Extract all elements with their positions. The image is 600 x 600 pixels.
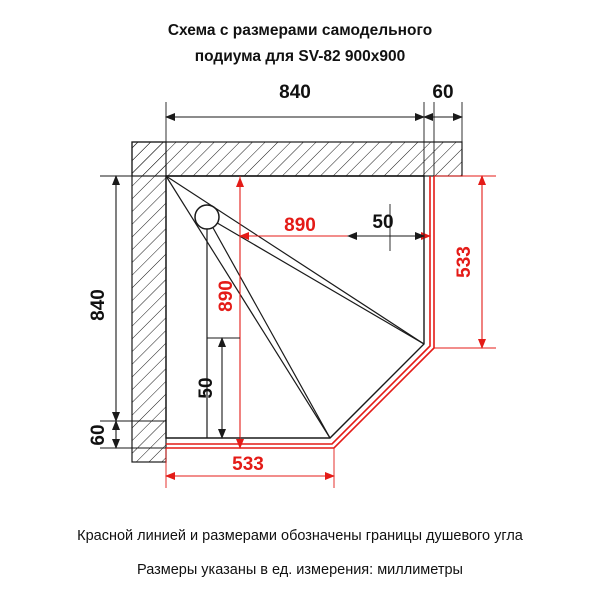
footer-note-2: Размеры указаны в ед. измерения: миллиметры <box>137 562 463 578</box>
footer-note-1: Красной линией и размерами обозначены границы душевого угла <box>77 528 523 544</box>
label-left-60: 60 <box>88 424 109 446</box>
page-title-line-1: Схема с размерами самодельного <box>167 22 433 39</box>
dimension-inner-890-horizontal <box>240 176 430 251</box>
dimension-right-533 <box>434 176 496 348</box>
label-top-840: 840 <box>279 82 311 103</box>
label-bottom-533: 533 <box>232 454 264 475</box>
label-right-533: 533 <box>454 246 475 278</box>
label-inner-890-h: 890 <box>284 215 316 236</box>
page-title-line-2: подиума для SV-82 900x900 <box>194 48 406 65</box>
label-left-840: 840 <box>88 289 109 321</box>
label-inner-50-h: 50 <box>372 212 394 233</box>
drain-circle <box>195 205 219 229</box>
label-inner-50-v: 50 <box>196 377 217 399</box>
drawing-svg <box>0 76 600 506</box>
label-inner-890-v: 890 <box>216 280 237 312</box>
dimension-inner-50-vertical <box>196 338 240 438</box>
dimension-inner-50-horizontal <box>348 204 424 251</box>
wall-hatching <box>132 142 462 462</box>
technical-drawing <box>0 76 600 506</box>
page-title <box>0 18 600 70</box>
dimension-bottom-533 <box>166 448 334 488</box>
label-top-60: 60 <box>432 82 454 103</box>
